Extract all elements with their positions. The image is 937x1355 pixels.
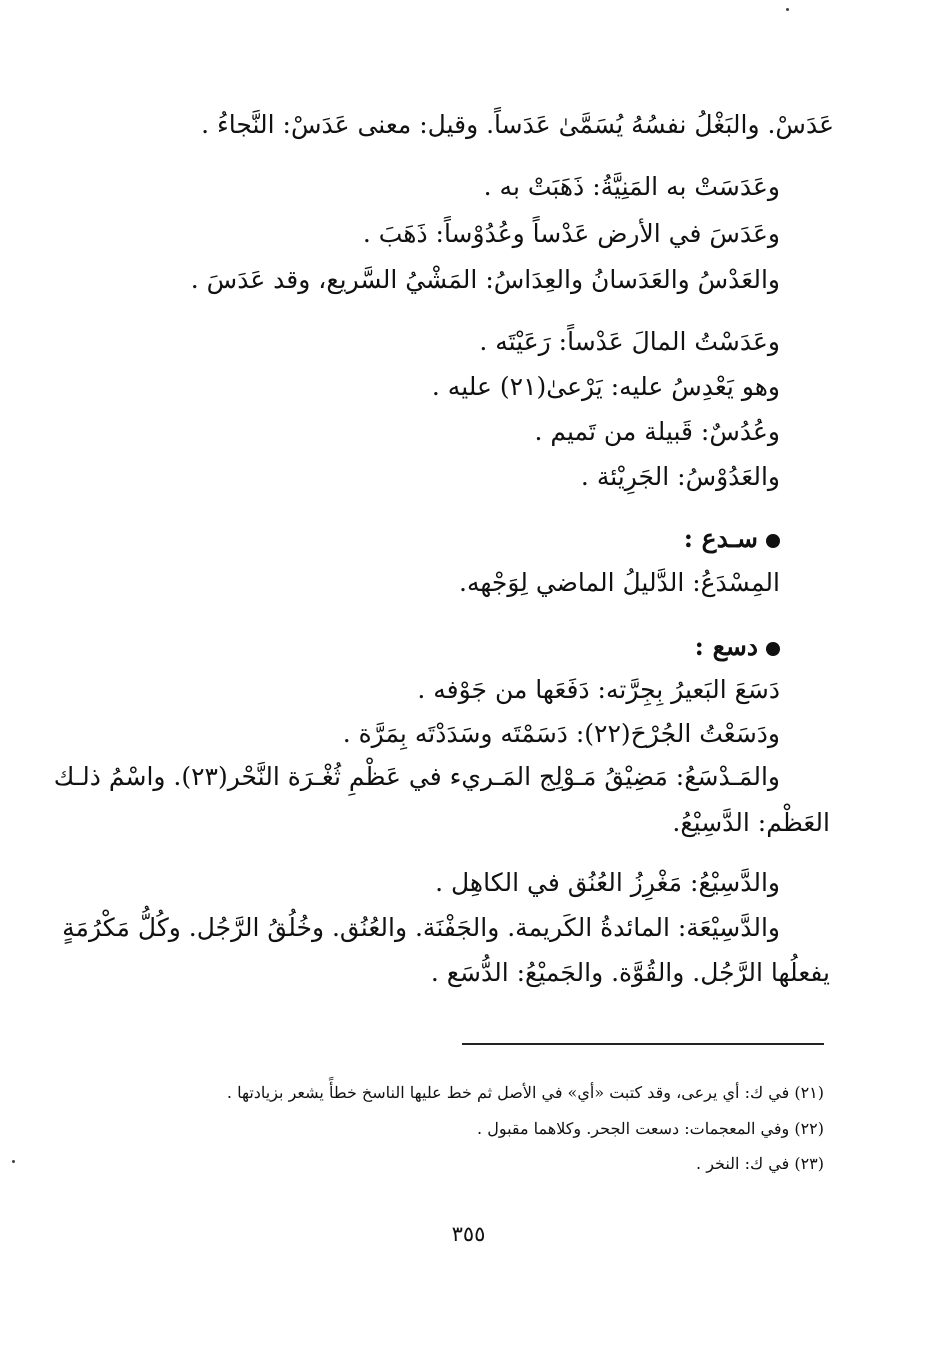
text-line-6: وهو يَعْدِسُ عليه: يَرْعىٰ(٢١) عليه . xyxy=(431,372,780,401)
entry-heading-sd3-label: سـدع : xyxy=(683,524,758,553)
text-line-13: العَظْم: الدَّسِيْعُ. xyxy=(672,808,830,837)
text-line-5: وعَدَسْتُ المالَ عَدْساً: رَعَيْتَه . xyxy=(479,327,780,356)
entry-heading-ds3 xyxy=(695,630,780,664)
text-line-7: وعُدُسٌ: قَبيلة من تَميم . xyxy=(534,417,780,446)
text-line-9: المِسْدَعُ: الدَّليلُ الماضي لِوَجْهه. xyxy=(459,568,780,597)
scan-speck xyxy=(12,1160,15,1163)
bullet-icon xyxy=(766,642,780,656)
footnote-23: (٢٣) في ك: النخر . xyxy=(696,1154,824,1173)
text-line-11: ودَسَعْتُ الجُرْحَ(٢٢): دَسَمْتَه وسَدَدْتَه بِمَرَّة . xyxy=(342,719,780,748)
entry-heading-ds3-label: دسع : xyxy=(694,632,758,661)
scan-speck xyxy=(786,8,789,11)
page-number: ٣٥٥ xyxy=(451,1222,486,1246)
entry-heading-sd3 xyxy=(684,522,780,556)
text-line-3: وعَدَسَ في الأرض عَدْساً وعُدُوْساً: ذَهَبَ . xyxy=(362,219,780,248)
text-line-15: والدَّسِيْعَة: المائدةُ الكَريمة. والجَفْنَة. والعُنُق. وخُلُقُ الرَّجُل. وكُلُّ مَكْرُمَةٍ xyxy=(62,913,780,942)
text-line-12: والمَـدْسَعُ: مَضِيْقُ مَـوْلِج المَـريء في عَظْمِ ثُغْـرَة النَّحْر(٢٣). واسْمُ ذلـك xyxy=(53,762,780,791)
text-line-2: وعَدَسَتْ به المَنِيَّةُ: ذَهَبَتْ به . xyxy=(483,172,780,201)
footnote-separator xyxy=(462,1043,824,1045)
footnote-22: (٢٢) وفي المعجمات: دسعت الجحر. وكلاهما مقبول . xyxy=(477,1119,824,1138)
text-line-4: والعَدْسُ والعَدَسانُ والعِدَاسُ: المَشْيُ السَّريع، وقد عَدَسَ . xyxy=(190,265,780,294)
footnote-21: (٢١) في ك: أي يرعى، وقد كتبت «أي» في الأصل ثم خط عليها الناسخ خطأً يشعر بزيادتها . xyxy=(226,1083,824,1102)
text-line-10: دَسَعَ البَعيرُ بِجِرَّته: دَفَعَها من جَوْفه . xyxy=(417,675,780,704)
text-line-16: يفعلُها الرَّجُل. والقُوَّة. والجَميْعُ: الدُّسَع . xyxy=(430,958,830,987)
text-line-14: والدَّسِيْعُ: مَغْرِزُ العُنُق في الكاهِل . xyxy=(435,868,780,897)
text-line-8: والعَدُوْسُ: الجَرِيْئة . xyxy=(580,462,780,491)
bullet-icon xyxy=(766,534,780,548)
text-line-1: عَدَسْ. والبَغْلُ نفسُهُ يُسَمَّىٰ عَدَساً. وقيل: معنى عَدَسْ: النَّجاءُ . xyxy=(201,110,834,139)
